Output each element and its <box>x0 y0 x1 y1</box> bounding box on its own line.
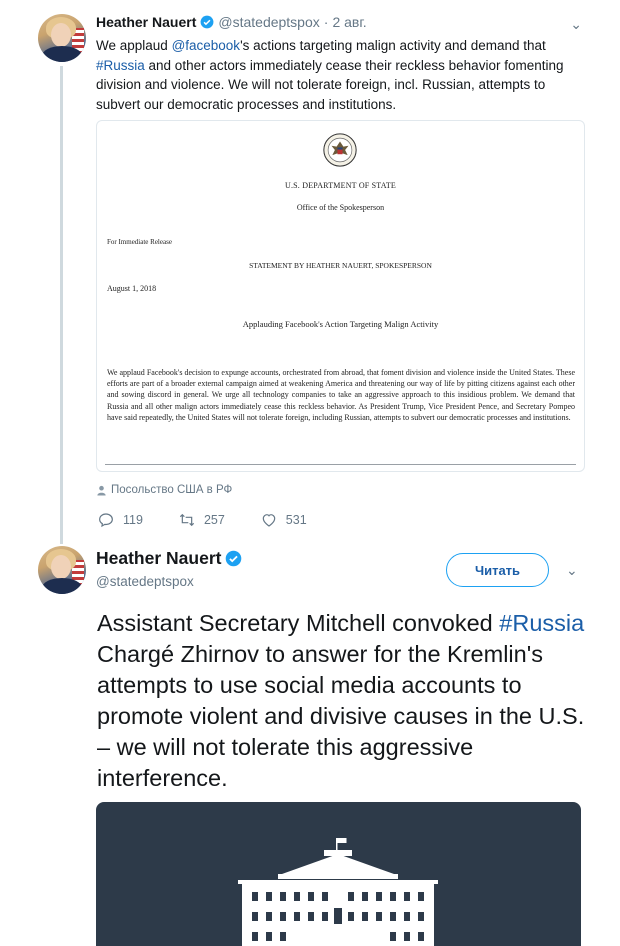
person-icon <box>96 485 107 496</box>
verified-badge-icon <box>200 15 214 29</box>
tweet-location[interactable] <box>96 484 232 496</box>
thread-connector <box>60 66 63 544</box>
tweet-text-part: We applaud <box>96 38 172 53</box>
reply-icon <box>98 512 114 528</box>
tweet-text <box>97 608 587 794</box>
author-name-row[interactable] <box>96 548 242 569</box>
doc-subject: Applauding Facebook's Action Targeting Malign Activity <box>242 319 439 329</box>
retweet-button[interactable] <box>179 512 225 528</box>
state-department-seal-icon <box>323 133 357 167</box>
tweet-text-part: and other actors immediately cease their reckless behavior fomenting division and violence. We will not tolerate foreign, incl. Russian, attempts to subvert our democratic processes and institutions. <box>96 57 564 112</box>
tweet-text-part: Chargé Zhirnov to answer for the Kremlin's attempts to use social media accounts to promote violent and divisive causes in the U.S. – we will not tolerate this aggressive interference. <box>97 641 585 791</box>
like-button[interactable] <box>261 512 307 528</box>
retweet-icon <box>179 512 195 528</box>
heart-icon <box>261 512 277 528</box>
tweet-actions <box>98 512 343 528</box>
mention-link[interactable]: @facebook <box>171 38 241 53</box>
doc-date: August 1, 2018 <box>107 284 157 293</box>
author-handle[interactable]: @statedeptspox <box>96 574 194 589</box>
attached-document-image[interactable] <box>96 120 585 472</box>
hashtag-link[interactable]: #Russia <box>499 610 585 636</box>
like-count: 531 <box>285 513 307 527</box>
doc-department: U.S. DEPARTMENT OF STATE <box>284 181 397 190</box>
doc-divider <box>105 464 576 465</box>
reply-count: 119 <box>123 513 143 527</box>
tweet-text-part: Assistant Secretary Mitchell convoked <box>97 610 500 636</box>
white-house-icon <box>238 838 438 946</box>
doc-release: For Immediate Release <box>107 238 172 246</box>
separator-dot: · <box>323 14 329 30</box>
author-name: Heather Nauert <box>96 548 222 568</box>
avatar[interactable] <box>38 546 86 594</box>
doc-statement-title: STATEMENT BY HEATHER NAUERT, SPOKESPERSON <box>249 261 432 270</box>
tweet-text-part: 's actions targeting malign activity and demand that <box>240 38 546 53</box>
verified-badge-icon <box>225 550 242 567</box>
reply-button[interactable] <box>98 512 143 528</box>
hashtag-link[interactable]: #Russia <box>96 57 145 73</box>
tweet-text <box>96 36 586 114</box>
chevron-down-icon[interactable]: ⌄ <box>566 562 578 578</box>
tweet-time[interactable]: 2 авг. <box>332 14 367 30</box>
doc-office: Office of the Spokesperson <box>296 203 385 212</box>
author-name[interactable]: Heather Nauert <box>96 14 197 30</box>
chevron-down-icon[interactable]: ⌄ <box>570 16 582 32</box>
avatar[interactable] <box>38 14 86 62</box>
author-handle[interactable]: @statedeptspox <box>218 14 320 30</box>
doc-body: We applaud Facebook's decision to expunge accounts, orchestrated from abroad, that foment division and violence inside the United States. These efforts are part of a broader external campaign aimed at weakening America and threatening our way of life by pitting citizens against each other and sowing discord in general. We urge all technology companies to take an aggressive approach to this insidious problem. We demand that Russia and all other malign actors immediately cease this reckless behavior. As President Trump, Vice President Pence, and Secretary Pompeo have said repeatedly, the United States will not tolerate foreign, including Russian, attempts to subvert our democratic processes and institutions. <box>107 368 575 422</box>
follow-button[interactable]: Читать <box>446 553 549 587</box>
location-label: Посольство США в РФ <box>111 484 233 496</box>
retweet-count: 257 <box>203 513 225 527</box>
tweet-header <box>96 14 367 30</box>
tweet-media-image[interactable] <box>96 802 581 946</box>
